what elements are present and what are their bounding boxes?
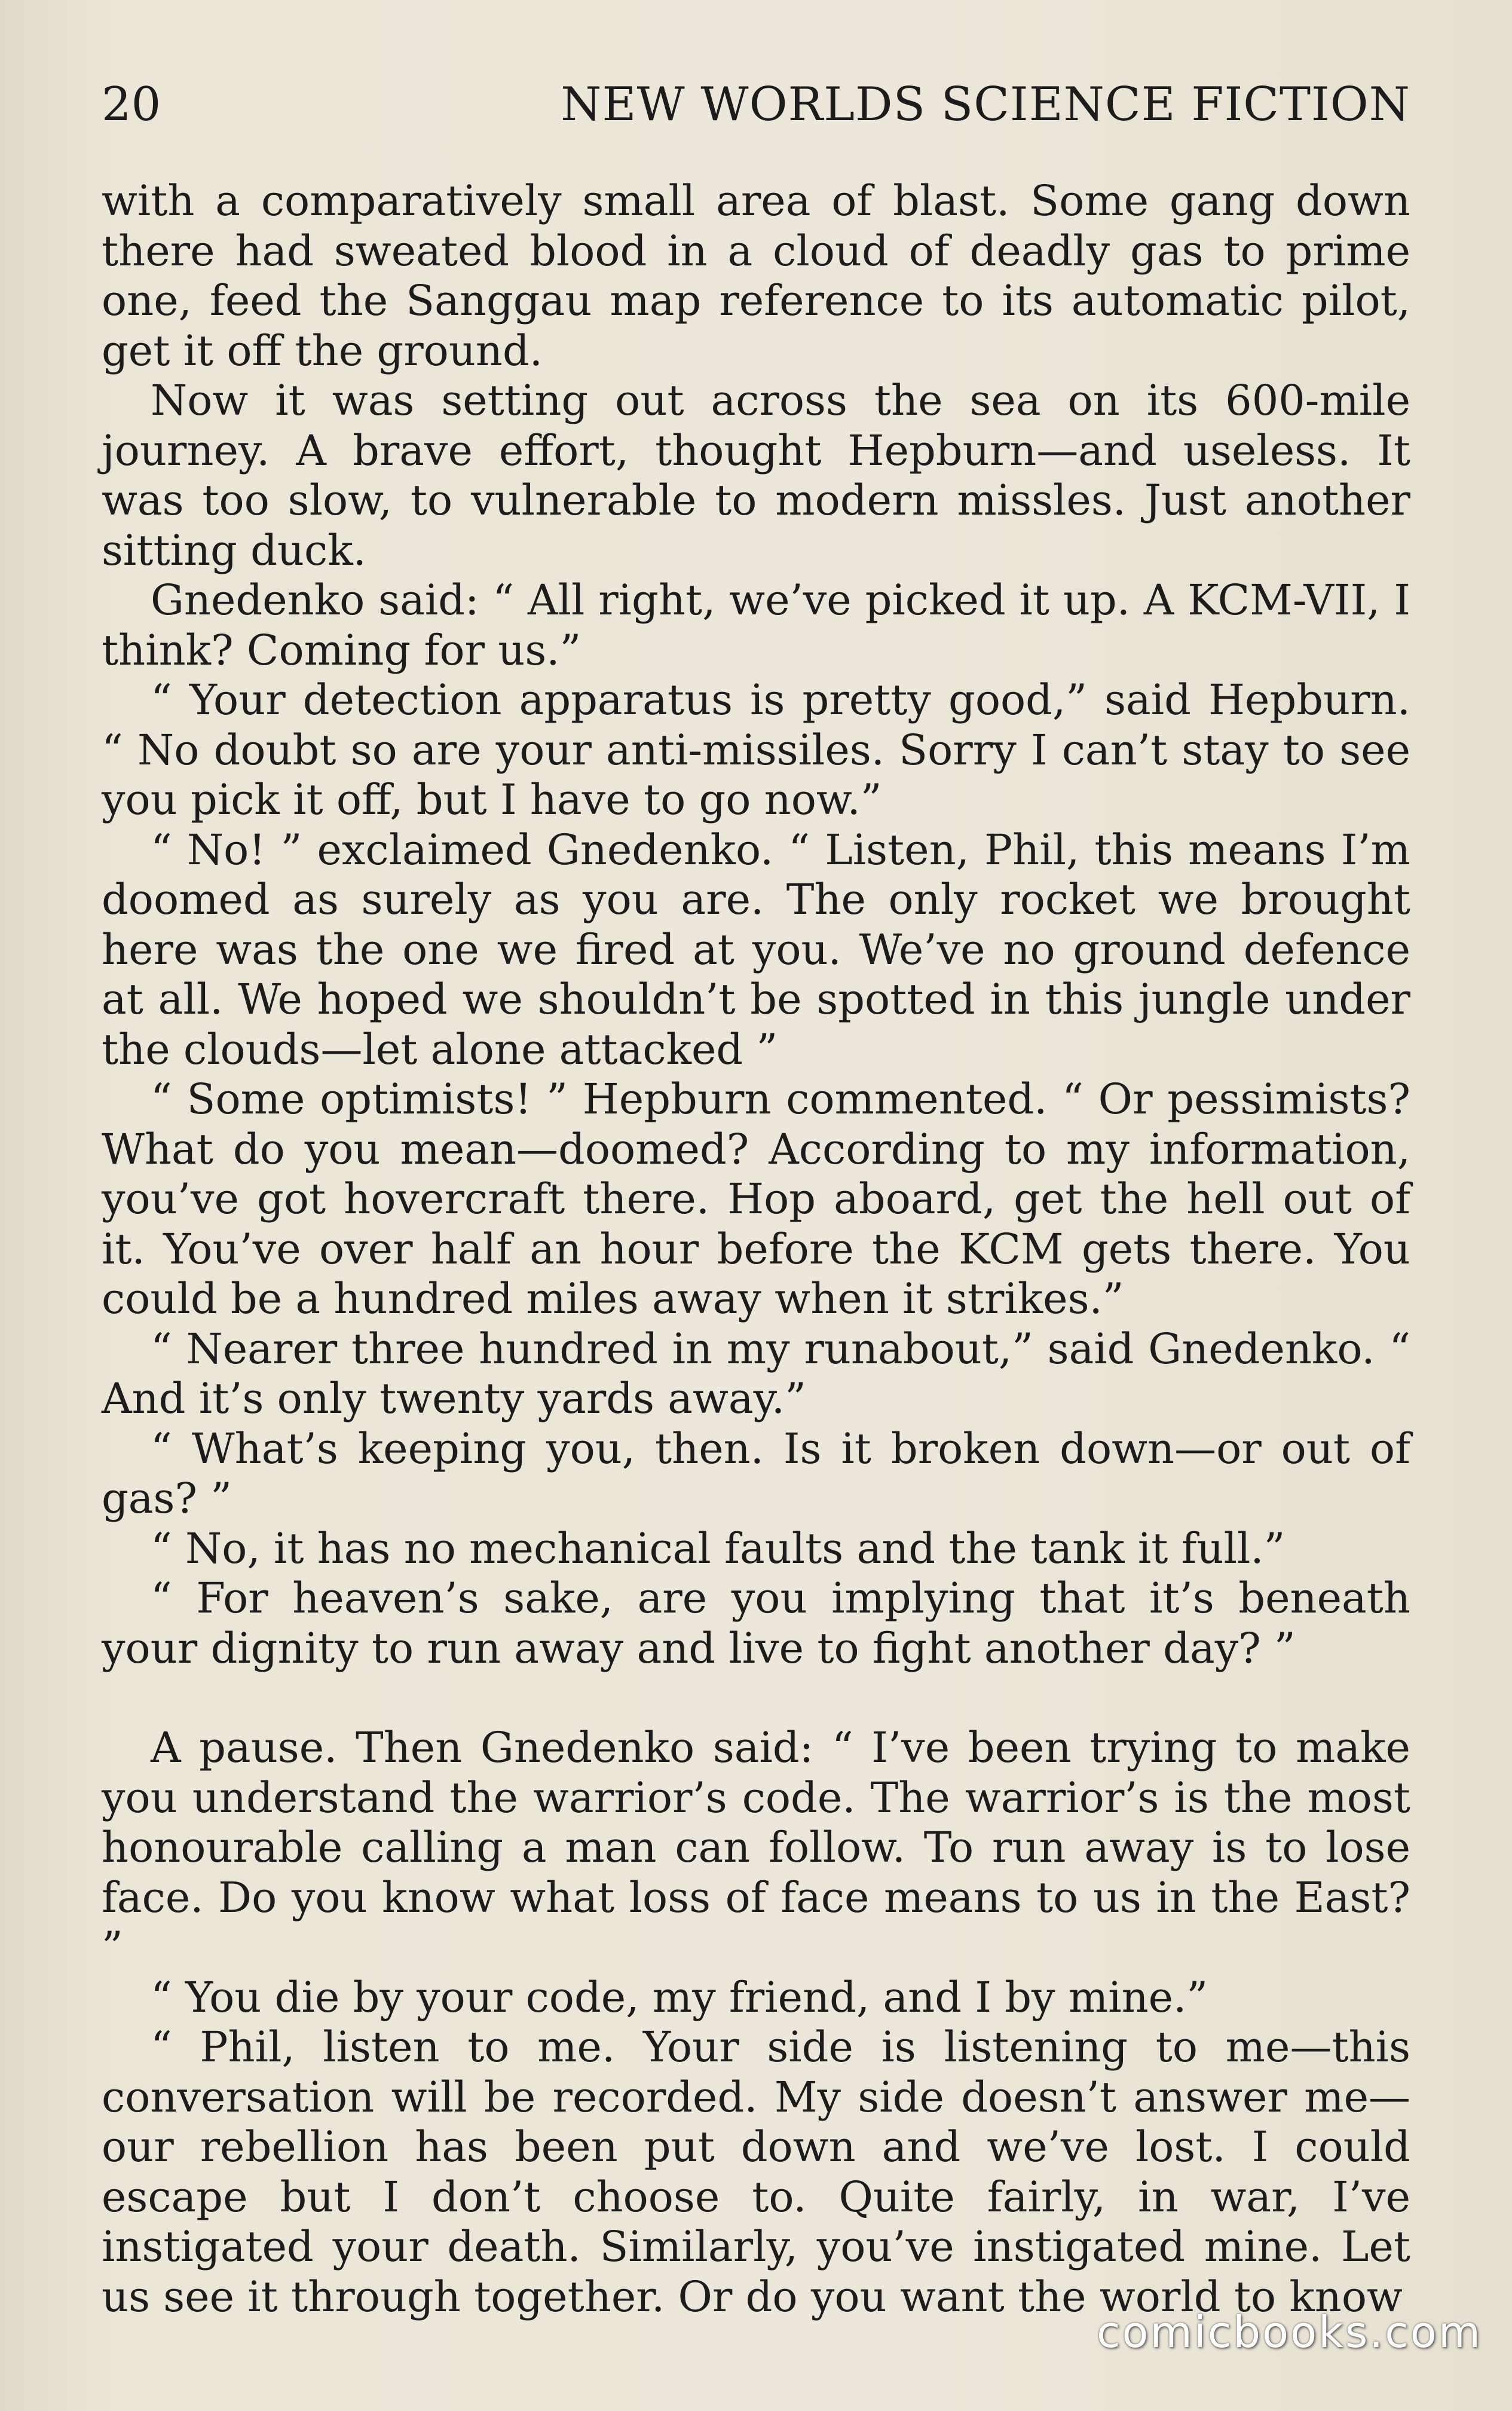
- story-text: [102, 176, 1410, 2322]
- paragraph: Now it was setting out across the sea on its 600-mile journey. A brave effort, thought Hepburn—and useless. It was too slow, to vulnerable to modern missles. Just another sitting duck.: [102, 376, 1410, 575]
- paragraph: “ For heaven’s sake, are you implying that it’s beneath your dignity to run away and live to fight another day? ”: [102, 1574, 1410, 1673]
- paragraph: A pause. Then Gnedenko said: “ I’ve been trying to make you understand the warrior’s code. The warrior’s is the most honourable calling a man can follow. To run away is to lose face. Do you know what loss of face means to us in the East? ”: [102, 1723, 1410, 1972]
- paragraph: with a comparatively small area of blast. Some gang down there had sweated blood in a cloud of deadly gas to prime one, feed the Sanggau map reference to its automatic pilot, get it off the ground.: [102, 176, 1410, 375]
- paragraph: “ Nearer three hundred in my runabout,” said Gnedenko. “ And it’s only twenty yards away.”: [102, 1324, 1410, 1423]
- paragraph: “ Phil, listen to me. Your side is listening to me—this conversation will be recorded. My side doesn’t answer me—our rebellion has been put down and we’ve lost. I could escape but I don’t choose to. Quite fairly, in war, I’ve instigated your death. Similarly, you’ve instigated mine. Let us see it through together. Or do you want the world to know: [102, 2023, 1410, 2321]
- paragraph: Gnedenko said: “ All right, we’ve picked it up. A KCM-VII, I think? Coming for us.”: [102, 576, 1410, 675]
- paragraph: “ No! ” exclaimed Gnedenko. “ Listen, Phil, this means I’m doomed as surely as you are. The only rocket we brought here was the one we fired at you. We’ve no ground defence at all. We hoped we shouldn’t be spotted in this jungle under the clouds—let alone attacked ”: [102, 825, 1410, 1074]
- paragraph: “ Some optimists! ” Hepburn commented. “ Or pessimists? What do you mean—doomed? According to my information, you’ve got hovercraft there. Hop aboard, get the hell out of it. You’ve over half an hour before the KCM gets there. You could be a hundred miles away when it strikes.”: [102, 1075, 1410, 1323]
- paragraph: “ You die by your code, my friend, and I by mine.”: [151, 1972, 1208, 2022]
- paragraph: “ No, it has no mechanical faults and the tank it full.”: [151, 1523, 1285, 1573]
- watermark: comicbooks.com: [1096, 2307, 1482, 2357]
- page-number: 20: [102, 78, 161, 131]
- paragraph: “ Your detection apparatus is pretty good,” said Hepburn. “ No doubt so are your anti-missiles. Sorry I can’t stay to see you pick it off, but I have to go now.”: [102, 675, 1410, 824]
- running-title: NEW WORLDS SCIENCE FICTION: [561, 78, 1410, 131]
- paragraph: “ What’s keeping you, then. Is it broken down—or out of gas? ”: [102, 1424, 1410, 1523]
- page-header: [102, 72, 1410, 137]
